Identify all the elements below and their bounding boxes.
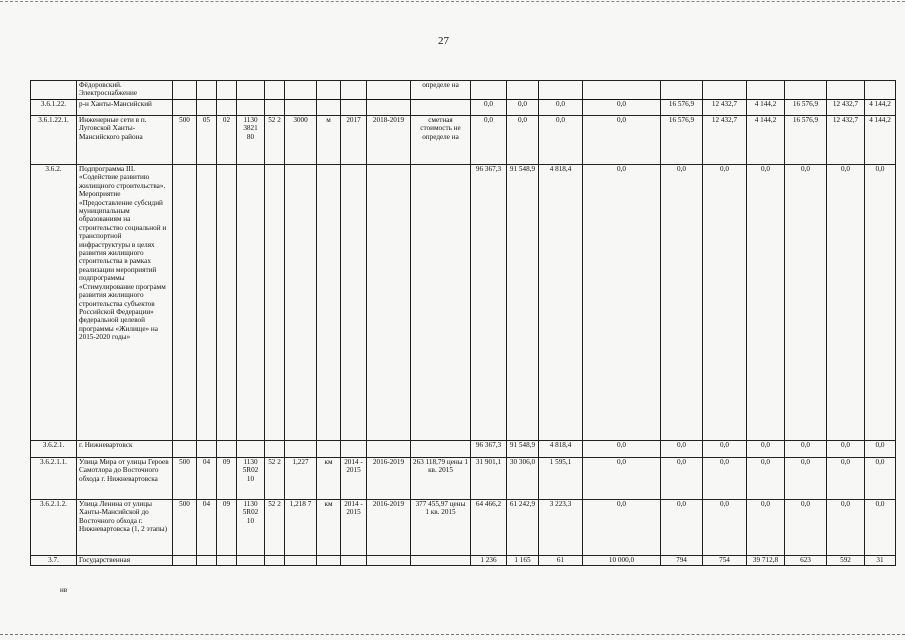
table-cell: 31 [865,556,896,566]
table-cell: 0,0 [785,500,827,556]
table-cell: 4 144,2 [747,100,785,116]
table-cell [367,100,411,116]
table-cell: 4 818,4 [539,441,583,458]
table-cell: 0,0 [507,100,539,116]
table-cell: 0,0 [747,500,785,556]
row-name-cell: Фёдоровский. Электроснабжение [77,81,173,100]
table-cell: 2014 - 2015 [341,500,367,556]
table-row [31,116,896,165]
table-cell [317,556,341,566]
table-cell: 0,0 [661,441,703,458]
table-cell: 12 432,7 [703,100,747,116]
table-cell: 0,0 [703,165,747,441]
table-cell [317,81,341,100]
table-cell [507,81,539,100]
table-cell [341,81,367,100]
table-cell: 0,0 [583,500,661,556]
scan-top-edge [0,1,905,2]
table-cell: 4 144,2 [865,100,896,116]
table-cell [265,441,285,458]
table-cell [217,81,237,100]
table-cell: 09 [217,458,237,500]
table-cell: 0,0 [471,100,507,116]
table-cell: 05 [197,116,217,165]
table-cell: 0,0 [827,165,865,441]
table-cell [317,165,341,441]
table-cell [703,81,747,100]
table-cell: 2016-2019 [367,500,411,556]
table-row [31,441,896,458]
table-row [31,100,896,116]
table-cell: 1130 5R02 10 [237,458,265,500]
table-cell: 02 [217,116,237,165]
table-cell: 3 223,3 [539,500,583,556]
table-cell [197,556,217,566]
table-cell [411,165,471,441]
table-cell: 16 576,9 [661,116,703,165]
table-cell: км [317,500,341,556]
table-cell: 4 818,4 [539,165,583,441]
table-cell: 0,0 [661,458,703,500]
table-cell [265,165,285,441]
table-cell: 0,0 [583,441,661,458]
table-cell [265,556,285,566]
table-cell: 0,0 [539,116,583,165]
table-cell: 09 [217,500,237,556]
table-row [31,500,896,556]
page-number: 27 [438,35,449,47]
table-cell [661,81,703,100]
table-cell: 39 712,8 [747,556,785,566]
table-cell [367,441,411,458]
table-row [31,556,896,566]
table-cell [197,100,217,116]
table-cell: 0,0 [747,441,785,458]
table-cell: 91 548,9 [507,441,539,458]
table-cell [237,165,265,441]
table-cell: 0,0 [785,165,827,441]
row-name-cell: Государственная [77,556,173,566]
table-cell [217,556,237,566]
table-cell: 754 [703,556,747,566]
table-cell: определе на [411,81,471,100]
table-cell [341,441,367,458]
table-cell: 30 306,0 [507,458,539,500]
row-number-cell: 3.6.2.1. [31,441,77,458]
table-cell: 04 [197,458,217,500]
table-cell: 0,0 [703,500,747,556]
table-cell: 1130 3821 80 [237,116,265,165]
table-cell: 12 432,7 [827,100,865,116]
table-cell [411,556,471,566]
table-cell [285,100,317,116]
table-cell: 64 466,2 [471,500,507,556]
table-cell [411,441,471,458]
table-cell [173,556,197,566]
table-cell: 0,0 [827,458,865,500]
table-cell: 2014 - 2015 [341,458,367,500]
table-cell [367,81,411,100]
table-cell: 16 576,9 [785,116,827,165]
table-cell: 0,0 [865,441,896,458]
table-cell: 592 [827,556,865,566]
table-cell: 52 2 [265,500,285,556]
table-cell: 12 432,7 [827,116,865,165]
table-cell [197,81,217,100]
table-cell [217,165,237,441]
table-cell: 52 2 [265,116,285,165]
table-cell [237,81,265,100]
table-cell: 0,0 [747,165,785,441]
table-cell [285,556,317,566]
table-cell: 0,0 [703,458,747,500]
table-cell [197,165,217,441]
row-number-cell: 3.6.2. [31,165,77,441]
table-row [31,81,896,100]
table-cell: 96 367,3 [471,441,507,458]
program-table [30,80,896,566]
table-cell: 52 2 [265,458,285,500]
table-cell: 16 576,9 [785,100,827,116]
table-cell: 0,0 [661,500,703,556]
table-cell: 2017 [341,116,367,165]
table-cell: 1 165 [507,556,539,566]
table-cell [367,556,411,566]
table-cell: 10 000,0 [583,556,661,566]
row-number-cell [31,81,77,100]
table-cell: 0,0 [747,458,785,500]
table-cell: 0,0 [865,500,896,556]
table-cell: 0,0 [539,100,583,116]
scan-bottom-edge [0,634,905,635]
table-cell: 0,0 [583,458,661,500]
table-cell [237,556,265,566]
table-cell: 263 118,79 цены 1 кв. 2015 [411,458,471,500]
table-cell: 0,0 [865,165,896,441]
table-cell [285,441,317,458]
table-cell [341,556,367,566]
table-cell: 4 144,2 [747,116,785,165]
table-row [31,458,896,500]
table-cell [471,81,507,100]
row-name-cell: Подпрограмма III. «Содействие развитию жилищного строительства». Мероприятие «Предоставление субсидий муниципальным образованиям на строительство социальной и транспортной инфраструктуры в целях развития жилищного строительства в рамках реализации мероприятий подпрограммы «Стимулирование программ развития жилищного строительства субъектов Российской Федерации» федеральной целевой программы «Жилище» на 2015-2020 годы» [77,165,173,441]
table-cell: 91 548,9 [507,165,539,441]
table-cell [827,81,865,100]
table-body [31,81,896,566]
table-cell: 377 455,97 цены 1 кв. 2015 [411,500,471,556]
table-cell: сметная стоимость не определе на [411,116,471,165]
table-cell [341,100,367,116]
table-cell: 1130 5R02 10 [237,500,265,556]
row-number-cell: 3.6.1.22.1. [31,116,77,165]
footer-mark: нв [60,586,68,594]
table-cell [173,165,197,441]
table-cell [173,100,197,116]
table-cell: 0,0 [507,116,539,165]
row-name-cell: Улица Мира от улицы Героев Самотлора до Восточного обхода г. Нижневартовска [77,458,173,500]
table-cell [237,441,265,458]
table-cell [785,81,827,100]
table-cell [539,81,583,100]
table-cell: 1 595,1 [539,458,583,500]
table-cell: 500 [173,500,197,556]
table-cell [285,81,317,100]
table-cell: 04 [197,500,217,556]
row-name-cell: Инженерные сети в п. Луговской Ханты-Мансийского района [77,116,173,165]
table-cell: 500 [173,458,197,500]
table-cell: 31 901,1 [471,458,507,500]
table-cell: 794 [661,556,703,566]
table-row [31,165,896,441]
table-cell [317,100,341,116]
row-number-cell: 3.6.2.1.1. [31,458,77,500]
table-cell: км [317,458,341,500]
table-cell: 0,0 [661,165,703,441]
table-cell: 0,0 [827,441,865,458]
table-cell: 1,218 7 [285,500,317,556]
table-cell: 12 432,7 [703,116,747,165]
table-cell [411,100,471,116]
table-cell: 0,0 [583,116,661,165]
table-cell: 4 144,2 [865,116,896,165]
table-cell: 61 242,9 [507,500,539,556]
table-cell [317,441,341,458]
table-cell: 1 236 [471,556,507,566]
row-number-cell: 3.6.1.22. [31,100,77,116]
table-cell: 2018-2019 [367,116,411,165]
table-cell: 0,0 [827,500,865,556]
row-number-cell: 3.6.2.1.2. [31,500,77,556]
table-cell [197,441,217,458]
table-cell: 0,0 [583,165,661,441]
table-cell: 0,0 [583,100,661,116]
table-cell [583,81,661,100]
table-cell: 2016-2019 [367,458,411,500]
table-cell: м [317,116,341,165]
table-cell: 61 [539,556,583,566]
table-cell [173,441,197,458]
row-number-cell: 3.7. [31,556,77,566]
table-cell: 623 [785,556,827,566]
table-cell [747,81,785,100]
table-cell: 3000 [285,116,317,165]
table-cell [367,165,411,441]
table-cell: 0,0 [865,458,896,500]
table-cell: 0,0 [703,441,747,458]
table-cell [265,81,285,100]
table-cell [217,441,237,458]
table-cell [265,100,285,116]
table-cell: 96 367,3 [471,165,507,441]
table-cell: 16 576,9 [661,100,703,116]
row-name-cell: р-н Ханты-Мансийский [77,100,173,116]
table-cell: 0,0 [785,458,827,500]
table-cell [341,165,367,441]
table-cell [237,100,265,116]
table-cell [173,81,197,100]
table-cell: 0,0 [471,116,507,165]
table-cell: 500 [173,116,197,165]
row-name-cell: г. Нижневартовск [77,441,173,458]
table-cell: 1,227 [285,458,317,500]
table-cell [285,165,317,441]
row-name-cell: Улица Ленина от улицы Ханты-Мансийской до Восточного обхода г. Нижневартовска (1, 2 этапы) [77,500,173,556]
table-cell [217,100,237,116]
table-cell: 0,0 [785,441,827,458]
table-cell [865,81,896,100]
